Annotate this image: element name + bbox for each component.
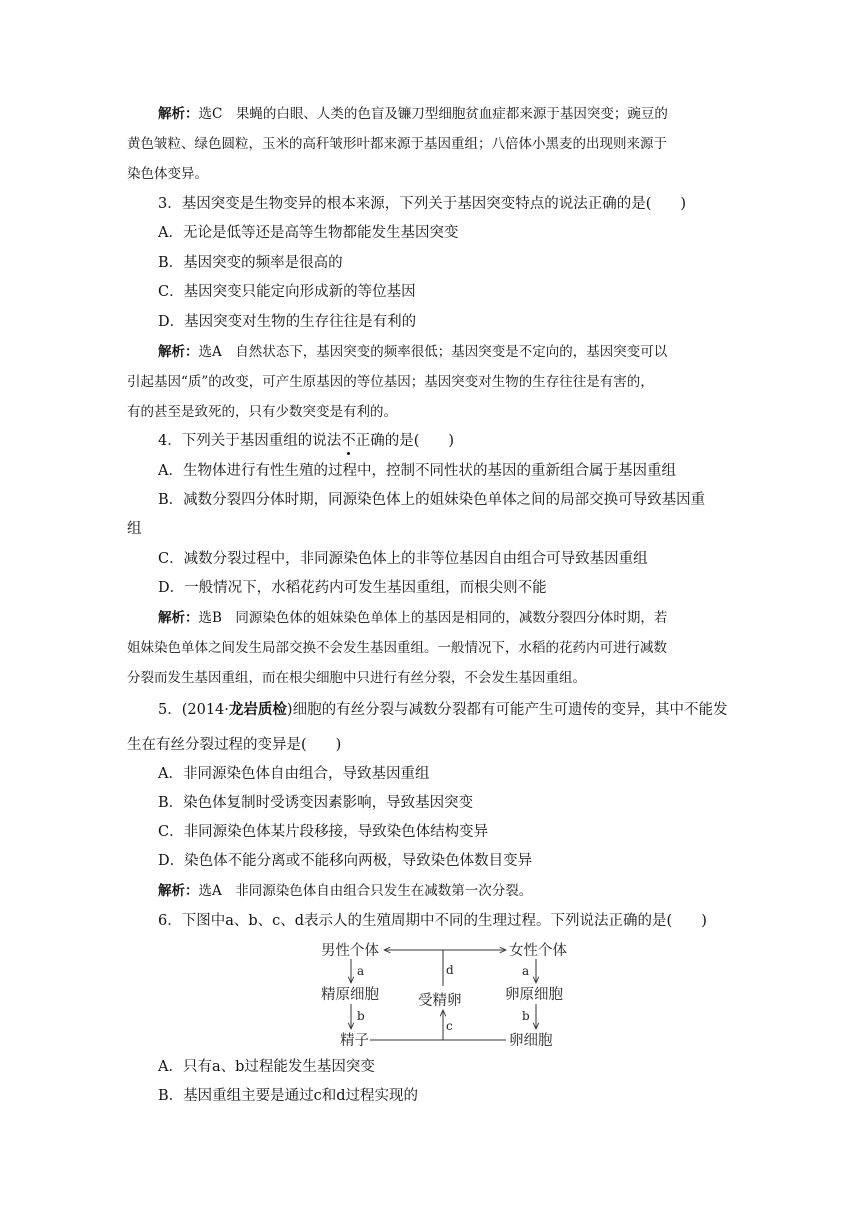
explanation-label: 解析： [158,883,199,899]
explanation-3-line-1: 解析：选A 自然状态下，基因突变的频率很低；基因突变是不定向的，基因突变可以 [158,344,668,360]
label-c: c [446,1019,453,1033]
question-3-option-a: A．无论是低等还是高等生物都能发生基因突变 [158,225,459,241]
explanation-3-line-2: 引起基因“质”的改变，可产生原基因的等位基因；基因突变对生物的生存往往是有害的， [127,374,654,390]
node-egg: 卵细胞 [509,1033,553,1049]
explanation-3-line-3: 有的甚至是致死的，只有少数突变是有利的。 [127,404,397,420]
explanation-5-line-1: 解析：选A 非同源染色体自由组合只发生在减数第一次分裂。 [158,883,533,899]
question-6-stem: 6．下图中a、b、c、d表示人的生殖周期中不同的生理过程。下列说法正确的是( ) [158,913,707,929]
label-a-female: a [522,964,530,978]
explanation-label: 解析： [158,610,199,626]
node-spermatogonium: 精原细胞 [321,987,379,1003]
explanation-2-line-1: 解析：选C 果蝇的白眼、人类的色盲及镰刀型细胞贫血症都来源于基因突变；豌豆的 [158,106,668,122]
question-3-stem: 3．基因突变是生物变异的根本来源，下列关于基因突变特点的说法正确的是( ) [158,196,687,212]
label-b-female: b [522,1009,530,1023]
label-b-male: b [357,1009,365,1023]
question-4-option-a: A．生物体进行有性生殖的过程中，控制不同性状的基因的重新组合属于基因重组 [158,463,676,479]
question-3-option-d: D．基因突变对生物的生存往往是有利的 [158,314,417,330]
question-5-option-d: D．染色体不能分离或不能移向两极，导致染色体数目变异 [158,853,533,869]
question-5-stem-line-2: 生在有丝分裂过程的变异是( ) [127,737,342,753]
question-4-stem: 4．下列关于基因重组的说法不正确的是( ) [158,433,455,449]
node-male: 男性个体 [321,943,379,959]
question-5-stem-line-1: 5．(2014·龙岩质检)细胞的有丝分裂与减数分裂都有可能产生可遗传的变异，其中不能发 [158,702,728,718]
question-6-option-b: B．基因重组主要是通过c和d过程实现的 [158,1088,419,1104]
question-3-option-b: B．基因突变的频率是很高的 [158,255,343,271]
node-oogonium: 卵原细胞 [505,987,563,1003]
explanation-4-line-3: 分裂而发生基因重组，而在根尖细胞中只进行有丝分裂，不会发生基因重组。 [127,670,586,686]
explanation-2-line-3: 染色体变异。 [127,166,208,182]
question-5-option-c: C．非同源染色体某片段移接，导致染色体结构变异 [158,824,489,840]
question-4-option-d: D．一般情况下，水稻花药内可发生基因重组，而根尖则不能 [158,580,547,596]
node-sperm: 精子 [340,1033,369,1049]
explanation-4-line-2: 姐妹染色单体之间发生局部交换不会发生基因重组。一般情况下，水稻的花药内可进行减数 [127,640,667,656]
question-4-option-b: B．减数分裂四分体时期，同源染色体上的姐妹染色单体之间的局部交换可导致基因重 [158,492,706,508]
question-4-option-b-cont: 组 [127,521,142,537]
question-5-option-b: B．染色体复制时受诱变因素影响，导致基因突变 [158,795,474,811]
explanation-4-line-1: 解析：选B 同源染色体的姐妹染色单体上的基因是相同的，减数分裂四分体时期，若 [158,610,668,626]
emphasis-dot-text: 不 [341,433,356,449]
node-female: 女性个体 [509,943,567,959]
reproduction-cycle-diagram [300,936,590,1054]
node-zygote: 受精卵 [418,993,462,1009]
label-a-male: a [357,964,365,978]
explanation-label: 解析： [158,106,199,122]
question-6-option-a: A．只有a、b过程能发生基因突变 [158,1059,375,1075]
explanation-label: 解析： [158,344,199,360]
question-5-option-a: A．非同源染色体自由组合，导致基因重组 [158,766,430,782]
label-d: d [446,963,454,977]
explanation-2-line-2: 黄色皱粒、绿色圆粒，玉米的高秆皱形叶都来源于基因重组；八倍体小黑麦的出现则来源于 [127,136,667,152]
question-source: 龙岩质检 [228,702,287,718]
question-4-option-c: C．减数分裂过程中，非同源染色体上的非等位基因自由组合可导致基因重组 [158,551,648,567]
question-3-option-c: C．基因突变只能定向形成新的等位基因 [158,284,416,300]
